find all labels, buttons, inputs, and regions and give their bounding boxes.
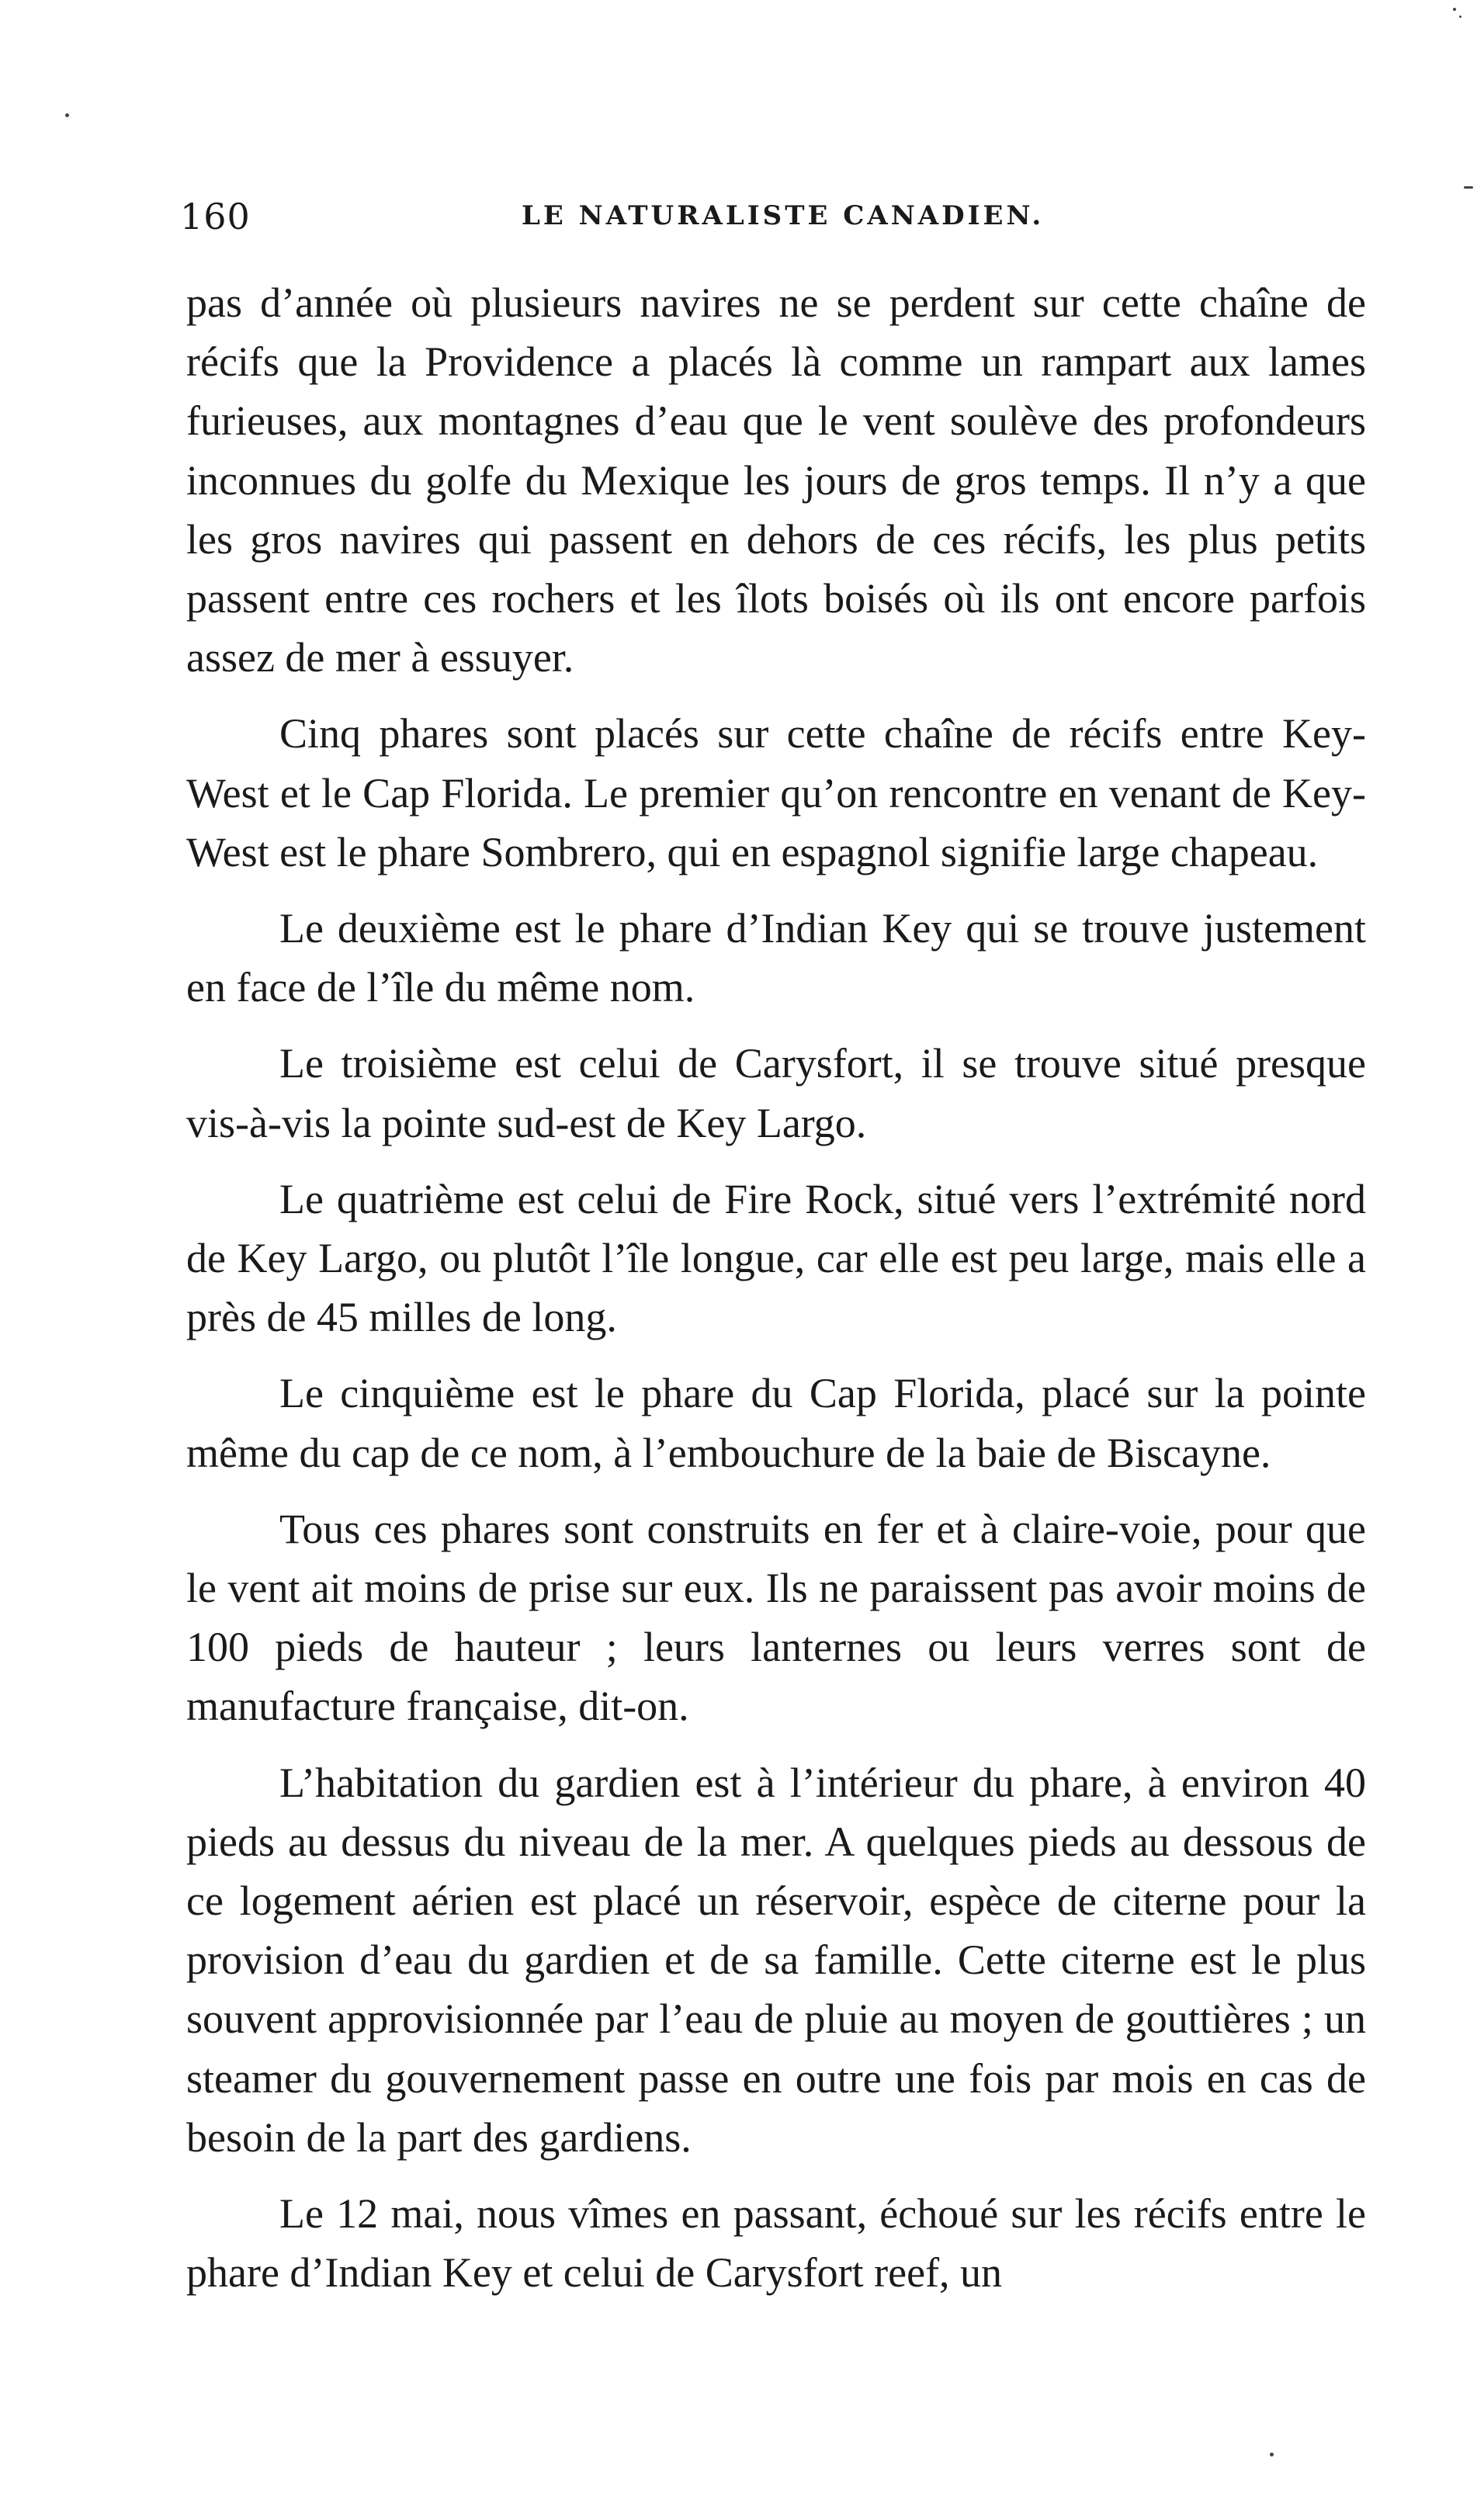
paragraph-five-lighthouses: Cinq phares sont placés sur cette chaîne de récifs entre Key-West et le Cap Florida. Le premier qu’on rencontre en venant de Key-West est le phare Sombrero, qui en espagnol signifie large chapeau. bbox=[186, 710, 1366, 875]
page-header bbox=[180, 189, 1368, 251]
scan-speck bbox=[1464, 186, 1473, 189]
paragraph-keeper-dwelling: L’habitation du gardien est à l’intérieur du phare, à environ 40 pieds au dessus du niveau de la mer. A quelques pieds au dessous de ce logement aérien est placé un réservoir, espèce de citerne pour la provision d’eau du gardien et de sa famille. Cette citerne est le plus souvent approvisionnée par l’eau de pluie au moyen de gouttières ; un steamer du gouvernement passe en outre une fois par mois en cas de besoin de la part des gardiens. bbox=[186, 1759, 1366, 2161]
paragraph-fourth-lighthouse: Le quatrième est celui de Fire Rock, situé vers l’extrémité nord de Key Largo, ou plutôt l’île longue, car elle est peu large, mais elle a près de 45 milles de long. bbox=[186, 1175, 1366, 1341]
paragraph-continuation: pas d’année où plusieurs navires ne se perdent sur cette chaîne de récifs que la Providence a placés là comme un rampart aux lames furieuses, aux montagnes d’eau que le vent soulève des profondeurs inconnues du golfe du Mexique les jours de gros temps. Il n’y a que les gros navires qui passent en dehors de ces récifs, les plus petits passent entre ces rochers et les îlots boisés où ils ont encore parfois assez de mer à essuyer. bbox=[186, 279, 1366, 681]
running-title: LE NATURALISTE CANADIEN. bbox=[522, 200, 1045, 231]
scan-speck bbox=[1453, 8, 1456, 11]
paragraph-may-twelfth: Le 12 mai, nous vîmes en passant, échoué sur les récifs entre le phare d’Indian Key et celui de Carysfort reef, un bbox=[186, 2190, 1366, 2297]
body-text bbox=[186, 273, 1366, 2303]
paragraph-third-lighthouse: Le troisième est celui de Carysfort, il se trouve situé presque vis-à-vis la pointe sud-est de Key Largo. bbox=[186, 1040, 1366, 1146]
paragraph-fifth-lighthouse: Le cinquième est le phare du Cap Florida, placé sur la pointe même du cap de ce nom, à l’embouchure de la baie de Biscayne. bbox=[186, 1370, 1366, 1476]
scan-speck bbox=[1459, 16, 1461, 18]
paragraph-second-lighthouse: Le deuxième est le phare d’Indian Key qui se trouve justement en face de l’île du même nom. bbox=[186, 905, 1366, 1011]
scan-speck bbox=[65, 113, 69, 117]
scan-speck bbox=[1270, 2453, 1274, 2456]
paragraph-construction: Tous ces phares sont construits en fer et à claire-voie, pour que le vent ait moins de prise sur eux. Ils ne paraissent pas avoir moins de 100 pieds de hauteur ; leurs lanternes ou leurs verres sont de manufacture française, dit-on. bbox=[186, 1505, 1366, 1730]
page-number: 160 bbox=[180, 196, 251, 237]
